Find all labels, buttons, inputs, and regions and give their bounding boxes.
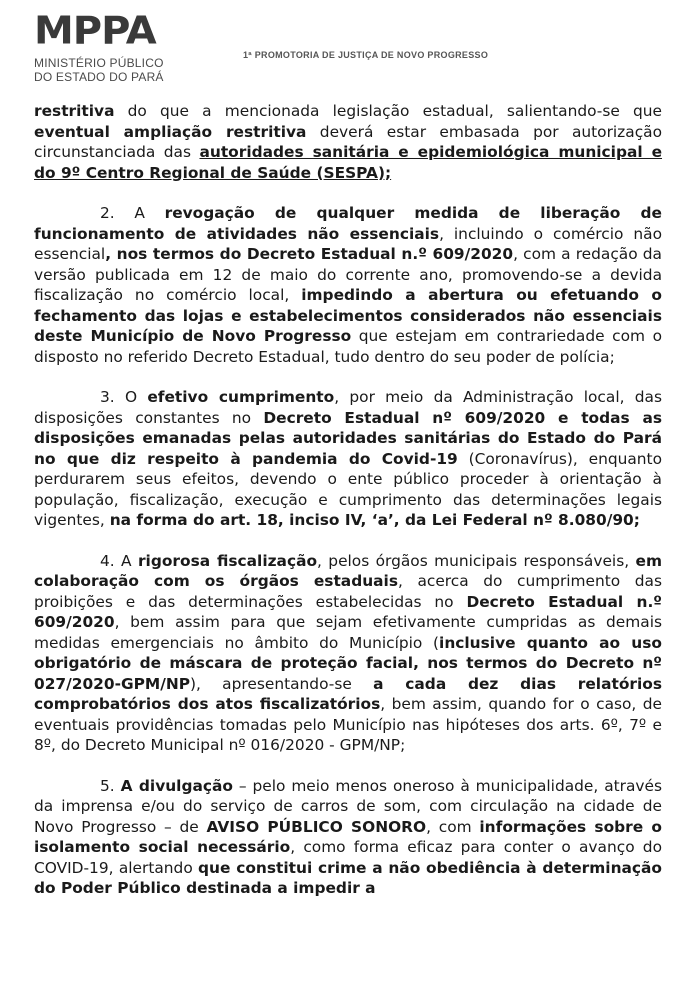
- p4-text-g: , bem assim para que sejam efetivamente cumpridas as demais medidas emergenciais no âmbito do Município (: [34, 613, 662, 652]
- p5-bold-b: A divulgação: [120, 776, 233, 795]
- p4-text-e: , acerca do cumprimento das proibições e das determinações estabelecidas no: [34, 572, 662, 611]
- paragraph-1: [34, 101, 662, 183]
- p4-text-a: 4. A: [100, 551, 138, 570]
- p5-bold-d: AVISO PÚBLICO SONORO: [206, 817, 427, 836]
- p3-bold-f: na forma do art. 18, inciso IV, ‘a’, da Lei Federal nº 8.080/90;: [109, 511, 640, 529]
- p2-bold-f: impedindo a abertura ou efetuando o fechamento das lojas e estabelecimentos considerados não essenciais deste Município de Novo Progresso: [34, 286, 663, 345]
- p4-bold-b: rigorosa fiscalização: [137, 551, 318, 570]
- p4-bold-j: a cada dez dias relatórios comprobatórios dos atos fiscalizatórios: [34, 674, 662, 713]
- document-body: [34, 101, 662, 899]
- office-name: 1ª PROMOTORIA DE JUSTIÇA DE NOVO PROGRESSO: [243, 50, 489, 60]
- logo-mark: MPPA: [34, 9, 156, 53]
- p2-bold-d: , nos termos do Decreto Estadual n.º 609/2020: [105, 245, 514, 263]
- p5-text-a: 5.: [100, 776, 121, 795]
- p3-text-c: , por meio da Administração local, das disposições constantes no: [34, 388, 662, 427]
- p5-text-c: – pelo meio menos oneroso à municipalidade, através da imprensa e/ou do serviço de carros de som, com circulação na cidade de Novo Progresso – de: [34, 776, 663, 836]
- paragraph-2: [34, 203, 662, 367]
- p2-text-a: 2. A: [100, 204, 165, 222]
- p1-text-b: do que a mencionada legislação estadual, salientando-se que: [114, 102, 662, 120]
- p5-bold-f: informações sobre o isolamento social necessário: [34, 817, 662, 856]
- p3-bold-b: efetivo cumprimento: [147, 388, 335, 406]
- paragraph-5: [34, 776, 662, 899]
- p5-text-g: , como forma eficaz para conter o avanço do COVID-19, alertando: [34, 838, 662, 877]
- p2-bold-b: revogação de qualquer medida de liberação de funcionamento de atividades não essenciais: [34, 204, 662, 243]
- paragraph-4: [34, 551, 662, 756]
- p4-text-i: ), apresentando-se: [189, 674, 374, 693]
- logo-line-1: MINISTÉRIO PÚBLICO: [34, 56, 164, 70]
- p2-text-e: , com a redação da versão publicada em 12 de maio do corrente ano, promovendo-se a devida fiscalização no comércio local,: [34, 245, 662, 304]
- p1-bold-underline-e: autoridades sanitária e epidemiológica municipal e do 9º Centro Regional de Saúde (SESPA);: [34, 143, 663, 182]
- p3-text-a: 3. O: [100, 388, 148, 406]
- logo-line-2: DO ESTADO DO PARÁ: [34, 70, 164, 84]
- p5-bold-h: que constitui crime a não obediência à determinação do Poder Público destinada a impedir a: [34, 858, 662, 897]
- p3-bold-d: Decreto Estadual nº 609/2020 e todas as disposições emanadas pelas autoridades sanitárias do Estado do Pará no que diz respeito à pandemia do Covid-19: [34, 408, 662, 468]
- p4-text-c: , pelos órgãos municipais responsáveis,: [317, 551, 636, 570]
- p3-text-e: (Coronavírus), enquanto perdurarem seus efeitos, devendo o ente público proceder à orientação à população, fiscalização, execução e cumprimento das determinações legais vigentes,: [34, 449, 662, 529]
- p1-bold-c: eventual ampliação restritiva: [34, 122, 307, 141]
- paragraph-3: [34, 387, 662, 531]
- p2-text-c: , incluindo o comércio não essencial: [34, 224, 663, 263]
- mppa-logo: [34, 9, 184, 84]
- p4-bold-f: Decreto Estadual n.º 609/2020: [34, 592, 662, 631]
- p2-text-g: que estejam em contrariedade com o disposto no referido Decreto Estadual, tudo dentro do seu poder de polícia;: [34, 327, 662, 366]
- p4-text-k: , bem assim, quando for o caso, de eventuais providências tomadas pelo Município nas hipóteses dos arts. 6º, 7º e 8º, do Decreto Municipal nº 016/2020 - GPM/NP;: [34, 695, 662, 754]
- p4-bold-d: em colaboração com os órgãos estaduais: [34, 551, 662, 590]
- p5-text-e: , com: [426, 817, 480, 836]
- p4-bold-h: inclusive quanto ao uso obrigatório de máscara de proteção facial, nos termos do Decreto nº 027/2020-GPM/NP: [34, 633, 662, 693]
- p1-text-d: deverá estar embasada por autorização circunstanciada das: [34, 122, 663, 161]
- p1-bold-a: restritiva: [34, 102, 115, 120]
- page-header: [0, 0, 700, 100]
